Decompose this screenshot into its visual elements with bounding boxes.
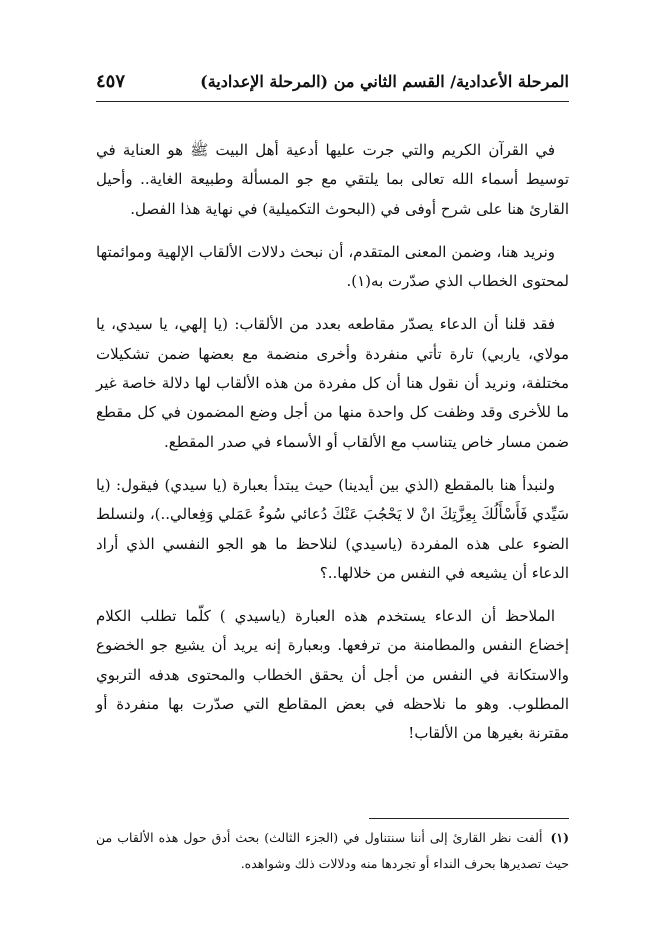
page-number: ٤٥٧ [96,70,126,92]
header-divider [96,101,569,102]
body-text [96,136,569,763]
paragraph: ونريد هنا، وضمن المعنى المتقدم، أن نبحث دلالات الألقاب الإلهية وموائمتها لمحتوى الخطاب الذي صدّرت به(١). [96,242,569,291]
paragraph: في القرآن الكريم والتي جرت عليها أدعية أهل البيت ﷺ هو العناية في توسيط أسماء الله تعالى بما يلتقي مع جو المسألة وطبيعة الغاية.. وأحيل القارئ هنا على شرح أوفى في (البحوث التكميلية) في نهاية هذا الفصل. [96,141,569,218]
header-title: المرحلة الأعدادية/ القسم الثاني من (المرحلة الإعدادية) [200,71,569,91]
footnote-text: ألفت نظر القارئ إلى أننا سنتناول في (الجزء الثالث) بحث أدق حول هذه الألقاب من حيث تصديرها بحرف النداء أو تجردها منه ودلالات ذلك وشواهده. [96,830,569,871]
footnote-marker: (١) [550,830,569,845]
paragraph: فقد قلنا أن الدعاء يصدّر مقاطعه بعدد من الألقاب: (يا إلهي، يا سيدي، يا مولاي، ياربي) تارة تأتي منفردة وأخرى منضمة مع بعضها ضمن تشكيلات مختلفة، ونريد أن نقول هنا أن كل مفردة من هذه الألقاب لها دلالة خاصة غير ما للأخرى وقد وظفت كل واحدة منها من أجل وضع المضمون في كل مقطع ضمن مسار خاص يتناسب مع الألقاب أو الأسماء في صدر المقطع. [96,315,569,451]
footnote-divider [369,818,569,819]
footnote [96,825,569,877]
running-header [96,66,569,96]
paragraph: ولنبدأ هنا بالمقطع (الذي بين أيدينا) حيث يبتدأ بعبارة (يا سيدي) فيقول: (يا سَيِّدي فَأَسْأَلُكَ بِعِزَّتِكَ انْ لا يَحْجُبَ عَنْكَ دُعائي سُوءُ عَمَلي وَفِعالي..)، ولنسلط الضوء على هذه المفردة (ياسيدي) لنلاحظ ما هو الجو النفسي الذي أراد الدعاء أن يشيعه في النفس من خلالها..؟ [96,475,569,582]
paragraph: الملاحظ أن الدعاء يستخدم هذه العبارة (ياسيدي ) كلّما تطلب الكلام إخضاع النفس والمطامنة من ترفعها. وبعبارة إنه يريد أن يشيع جو الخضوع والاستكانة في النفس من أجل أن يحقق الخطاب والمحتوى هدفه التربوي المطلوب. وهو ما نلاحظه في بعض المقاطع التي صدّرت بها منفردة أو مقترنة بغيرها من الألقاب! [96,607,569,743]
